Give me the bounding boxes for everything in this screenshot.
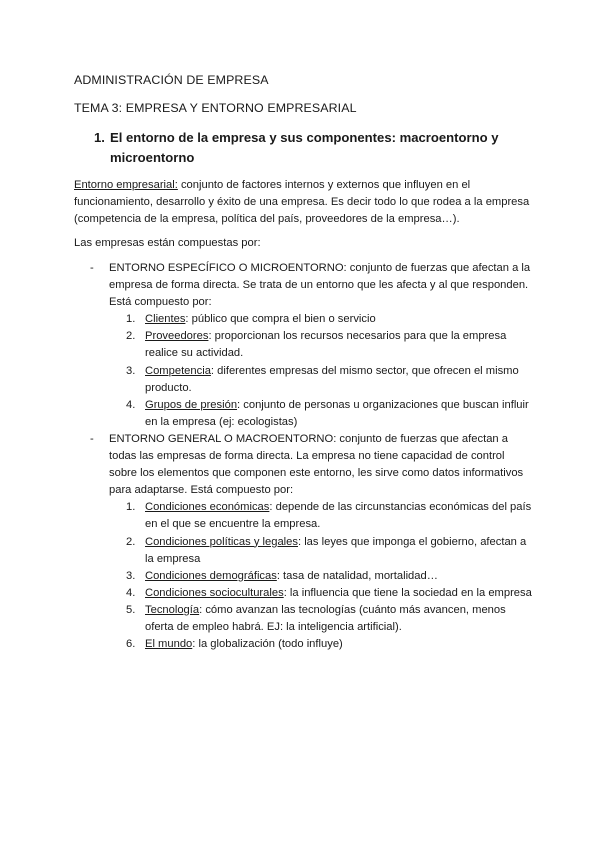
entorno-description: ENTORNO ESPECÍFICO O MICROENTORNO: conjunto de fuerzas que afectan a la empresa de forma directa. Se trata de un entorno que les afecta y al que responden. Está compuesto por: bbox=[109, 262, 531, 309]
list-item-microentorno bbox=[74, 260, 534, 311]
item-term: Competencia bbox=[145, 364, 211, 377]
list-item bbox=[74, 499, 534, 533]
item-number: 5. bbox=[126, 603, 136, 616]
intro-text: conjunto de factores internos y externos que influyen en el funcionamiento, desarrollo y éxito de una empresa. Es decir todo lo que rodea a la empresa (competencia de la empresa, política del país, proveedores de la empresa…). bbox=[74, 179, 530, 226]
item-term: Condiciones demográficas bbox=[145, 569, 277, 582]
item-term: Condiciones políticas y legales bbox=[145, 535, 298, 548]
item-text: : la globalización (todo influye) bbox=[192, 638, 343, 651]
list-item bbox=[74, 585, 534, 602]
list-item bbox=[74, 397, 534, 431]
item-text: : proporcionan los recursos necesarios para que la empresa realice su actividad. bbox=[145, 330, 507, 360]
list-item bbox=[74, 602, 534, 636]
item-text: : cómo avanzan las tecnologías (cuánto más avancen, menos oferta de empleo habrá. EJ: la inteligencia artificial). bbox=[145, 603, 506, 633]
item-number: 1. bbox=[126, 313, 136, 326]
macroentorno-components bbox=[74, 499, 534, 653]
item-number: 4. bbox=[126, 398, 136, 411]
entornos-list bbox=[74, 260, 534, 653]
item-term: Condiciones socioculturales bbox=[145, 586, 284, 599]
item-term: Tecnología bbox=[145, 603, 200, 616]
intro-term: Entorno empresarial: bbox=[74, 179, 178, 191]
item-text: : depende de las circunstancias económicas del país en el que se encuentre la empresa. bbox=[145, 501, 532, 531]
list-item bbox=[74, 636, 534, 653]
item-number: 3. bbox=[126, 364, 136, 377]
section-title: El entorno de la empresa y sus componentes: macroentorno y microentorno bbox=[110, 130, 499, 165]
item-term: Clientes bbox=[145, 313, 186, 326]
dash-bullet: - bbox=[90, 432, 94, 445]
document-subtitle: TEMA 3: EMPRESA Y ENTORNO EMPRESARIAL bbox=[74, 101, 357, 115]
list-item bbox=[74, 311, 534, 328]
item-text: : tasa de natalidad, mortalidad… bbox=[276, 569, 438, 582]
list-item bbox=[74, 363, 534, 397]
item-text: : las leyes que imponga el gobierno, afectan a la empresa bbox=[145, 535, 527, 565]
item-number: 6. bbox=[126, 638, 136, 651]
list-item-macroentorno bbox=[74, 431, 534, 499]
item-number: 2. bbox=[126, 535, 136, 548]
intro-paragraph bbox=[74, 177, 534, 228]
item-text: : conjunto de personas u organizaciones que buscan influir en la empresa (ej: ecologistas) bbox=[145, 398, 529, 428]
composition-line: Las empresas están compuestas por: bbox=[74, 237, 261, 249]
item-text: : diferentes empresas del mismo sector, que ofrecen el mismo producto. bbox=[145, 364, 519, 394]
item-number: 3. bbox=[126, 569, 136, 582]
list-item bbox=[74, 534, 534, 568]
entorno-description: ENTORNO GENERAL O MACROENTORNO: conjunto de fuerzas que afectan a todas las empresas de forma directa. La empresa no tiene capacidad de control sobre los elementos que componen este entorno, les sirve como datos informativos para adaptarse. Está compuesto por: bbox=[109, 432, 524, 497]
list-item bbox=[74, 568, 534, 585]
dash-bullet: - bbox=[90, 262, 94, 274]
item-text: : la influencia que tiene la sociedad en la empresa bbox=[283, 586, 532, 599]
list-item bbox=[74, 328, 534, 362]
document-title: ADMINISTRACIÓN DE EMPRESA bbox=[74, 73, 269, 87]
item-term: Proveedores bbox=[145, 330, 209, 343]
item-text: : público que compra el bien o servicio bbox=[185, 313, 376, 326]
item-number: 1. bbox=[126, 501, 136, 514]
item-term: El mundo bbox=[145, 638, 193, 651]
item-number: 2. bbox=[126, 330, 136, 343]
section-number: 1. bbox=[94, 130, 105, 145]
item-number: 4. bbox=[126, 586, 136, 599]
section-heading bbox=[94, 128, 534, 168]
item-term: Condiciones económicas bbox=[145, 501, 270, 514]
item-term: Grupos de presión bbox=[145, 398, 238, 411]
microentorno-components bbox=[74, 311, 534, 431]
